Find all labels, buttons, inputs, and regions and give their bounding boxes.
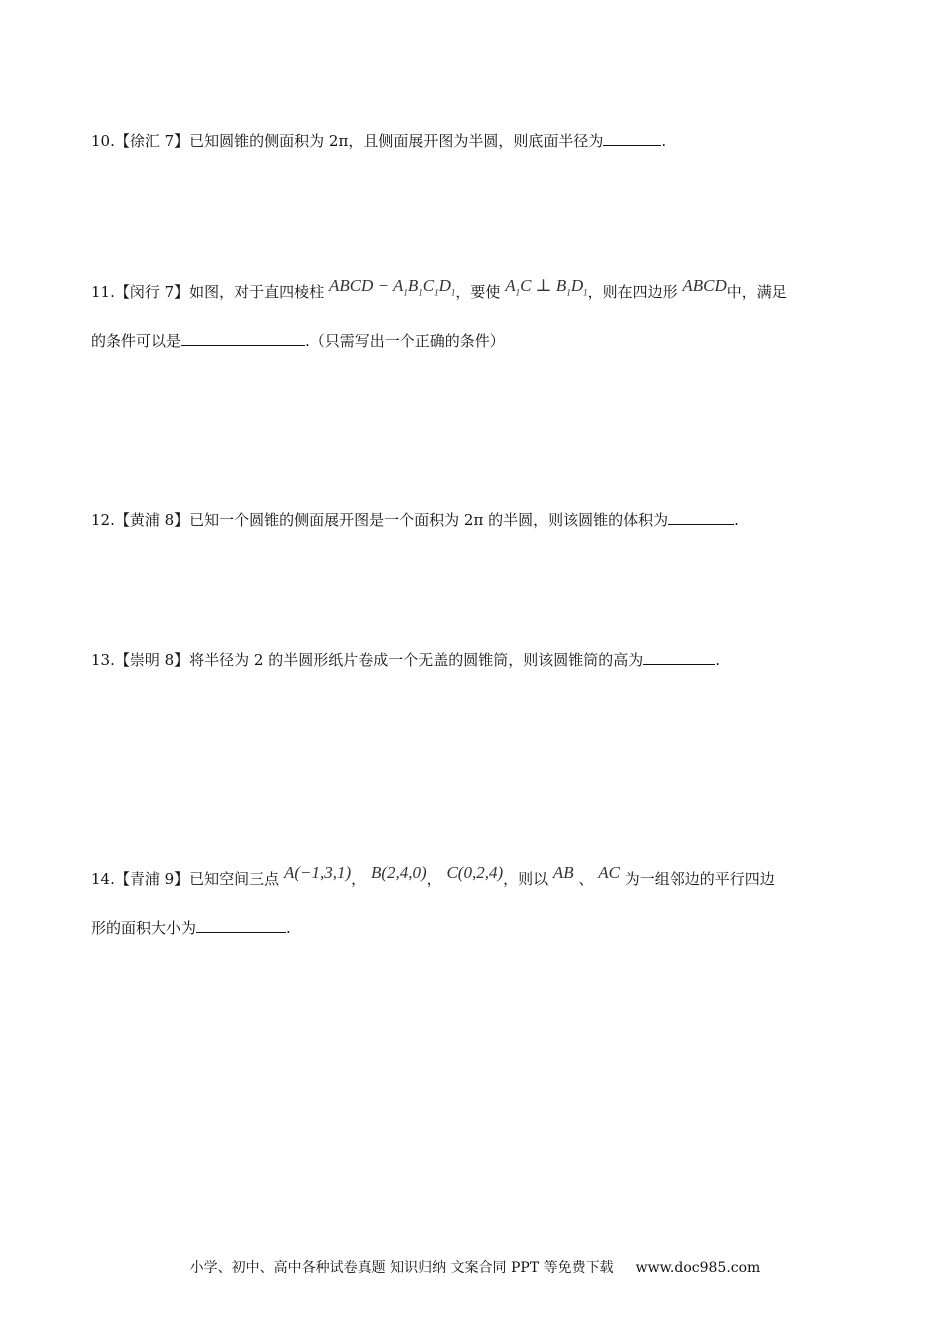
footer-url[interactable]: www.doc985.com — [635, 1260, 761, 1276]
question-11-text: 11.【闵行 7】如图，对于直四棱柱 — [91, 283, 325, 301]
question-11: 11.【闵行 7】如图，对于直四棱柱 ABCD − $A_1B_1C_1D_1$，要使 $A_1C$ ⊥ $B_1D_1$，则在四边形 ABCD中，满足 — [91, 276, 787, 301]
page-footer — [0, 1257, 950, 1277]
prism-formula: ABCD − $A_1B_1C_1D_1$ — [328, 276, 456, 298]
footer-text: 小学、初中、高中各种试卷真题 知识归纳 文案合同 PPT 等免费下载 — [189, 1260, 614, 1276]
perpendicular-condition: $A_1C$ ⊥ $B_1D_1$ — [505, 276, 588, 298]
vector-ab: AB — [552, 863, 574, 882]
answer-blank[interactable] — [643, 650, 715, 665]
question-13-text: 13.【崇明 8】将半径为 2 的半圆形纸片卷成一个无盖的圆锥筒，则该圆锥筒的高为 — [91, 651, 644, 669]
period: . — [661, 132, 667, 150]
answer-blank[interactable] — [668, 510, 734, 525]
question-14-text: 14.【青浦 9】已知空间三点 — [91, 870, 280, 888]
point-b: B(2,4,0) — [370, 863, 427, 882]
question-10 — [91, 131, 666, 151]
vector-ac: AC — [598, 863, 621, 882]
question-11-line2: 的条件可以是 .（只需写出一个正确的条件） — [91, 332, 505, 350]
quadrilateral-label: ABCD — [682, 276, 727, 295]
question-12-text: 12.【黄浦 8】已知一个圆锥的侧面展开图是一个面积为 2π 的半圆，则该圆锥的体积为 — [91, 511, 669, 529]
question-14: 14.【青浦 9】已知空间三点 A(−1,3,1)， B(2,4,0)， C(0,2,4)，则以 AB 、 AC 为一组邻边的平行四边 — [91, 863, 775, 888]
question-12: 12.【黄浦 8】已知一个圆锥的侧面展开图是一个面积为 2π 的半圆，则该圆锥的体积为 . — [91, 511, 739, 529]
point-c: C(0,2,4) — [446, 863, 504, 882]
question-14-line2: 形的面积大小为 . — [91, 919, 291, 937]
question-10-text: 10.【徐汇 7】已知圆锥的侧面积为 2π，且侧面展开图为半圆，则底面半径为 — [91, 132, 604, 150]
point-a: A(−1,3,1) — [283, 863, 352, 882]
answer-blank[interactable] — [603, 131, 661, 146]
answer-blank[interactable] — [196, 918, 286, 933]
answer-blank[interactable] — [181, 331, 305, 346]
question-13: 13.【崇明 8】将半径为 2 的半圆形纸片卷成一个无盖的圆锥筒，则该圆锥筒的高为 . — [91, 651, 721, 669]
